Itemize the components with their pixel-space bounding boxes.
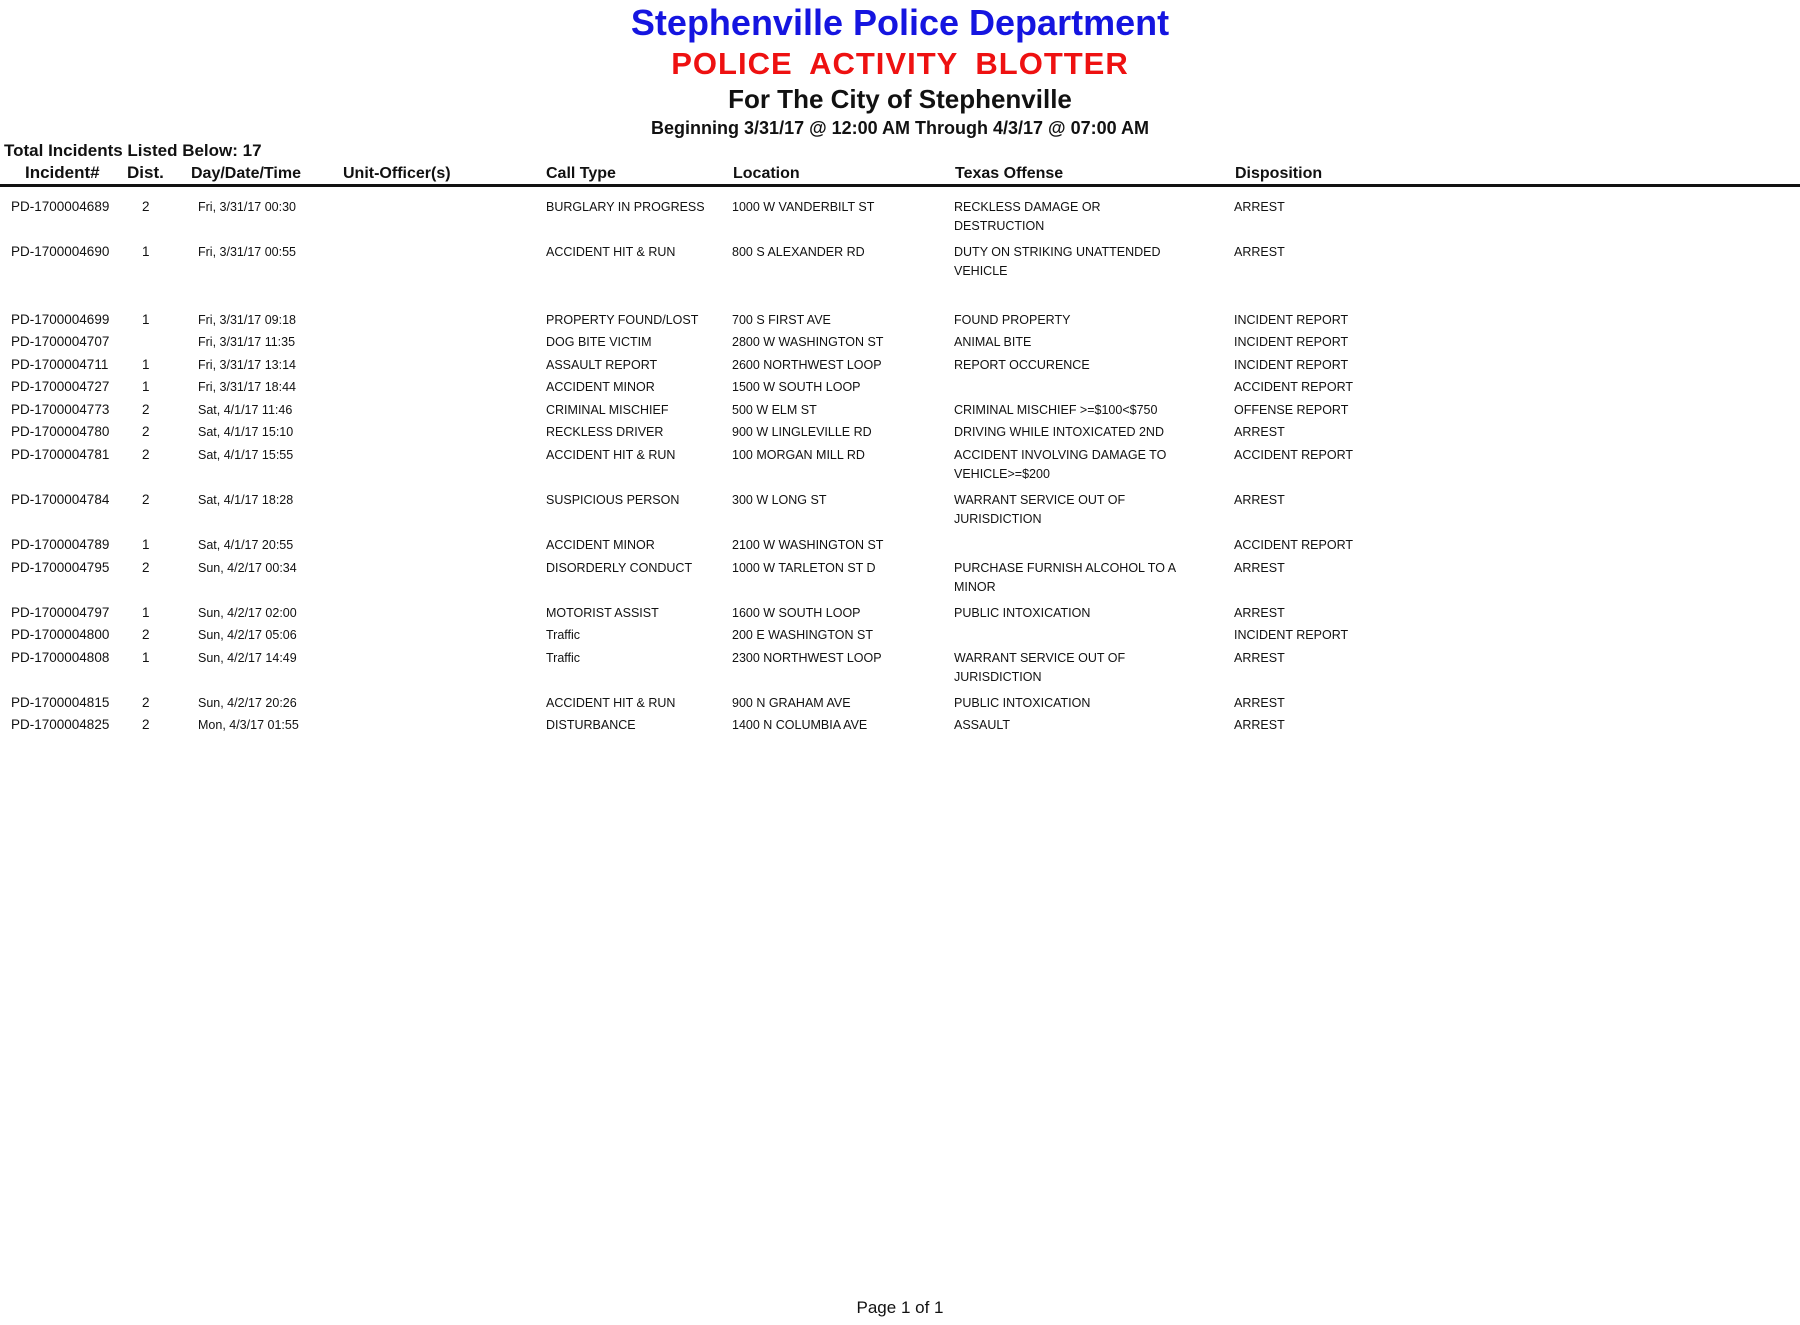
disposition: OFFENSE REPORT [1234,403,1349,417]
col-header-incident: Incident# [25,163,100,182]
disposition: ACCIDENT REPORT [1234,538,1354,552]
district: 1 [142,537,150,552]
district: 2 [142,424,150,439]
call-type: MOTORIST ASSIST [546,606,659,620]
texas-offense: FOUND PROPERTY [954,313,1071,327]
day-date-time: Sun, 4/2/17 05:06 [198,628,297,642]
district: 2 [142,717,150,732]
district: 2 [142,492,150,507]
page-number: Page 1 of 1 [856,1298,944,1317]
incident-number: PD-1700004773 [11,402,110,417]
district: 1 [142,379,150,394]
disposition: ARREST [1234,718,1285,732]
call-type: ACCIDENT HIT & RUN [546,448,676,462]
location: 700 S FIRST AVE [732,313,831,327]
district: 1 [142,605,150,620]
disposition: ARREST [1234,493,1285,507]
day-date-time: Sat, 4/1/17 15:10 [198,425,294,439]
day-date-time: Fri, 3/31/17 18:44 [198,380,296,394]
disposition: ACCIDENT REPORT [1234,448,1354,462]
disposition: ARREST [1234,651,1285,665]
disposition: ARREST [1234,200,1285,214]
location: 800 S ALEXANDER RD [732,245,865,259]
incident-number: PD-1700004781 [11,447,110,462]
district: 2 [142,199,150,214]
district: 1 [142,650,150,665]
incident-number: PD-1700004800 [11,627,110,642]
report-subtitle: POLICE ACTIVITY BLOTTER [671,46,1129,81]
district: 2 [142,695,150,710]
district: 1 [142,244,150,259]
texas-offense: REPORT OCCURENCE [954,358,1090,372]
location: 1000 W VANDERBILT ST [732,200,875,214]
call-type: ACCIDENT MINOR [546,380,655,394]
call-type: DOG BITE VICTIM [546,335,652,349]
day-date-time: Sun, 4/2/17 02:00 [198,606,297,620]
day-date-time: Fri, 3/31/17 09:18 [198,313,296,327]
day-date-time: Sun, 4/2/17 14:49 [198,651,297,665]
report-city: For The City of Stephenville [728,84,1072,114]
call-type: PROPERTY FOUND/LOST [546,313,699,327]
call-type: BURGLARY IN PROGRESS [546,200,705,214]
location: 1600 W SOUTH LOOP [732,606,861,620]
district: 2 [142,560,150,575]
call-type: DISTURBANCE [546,718,636,732]
day-date-time: Sat, 4/1/17 11:46 [198,403,293,417]
texas-offense: ACCIDENT INVOLVING DAMAGE TO VEHICLE>=$200 [954,448,1167,481]
disposition: ARREST [1234,561,1285,575]
district: 2 [142,627,150,642]
col-header-offense: Texas Offense [955,165,1064,182]
col-header-dist: Dist. [127,163,164,182]
disposition: ARREST [1234,425,1285,439]
call-type: Traffic [546,628,581,642]
col-header-datetime: Day/Date/Time [191,165,301,182]
call-type: Traffic [546,651,581,665]
disposition: INCIDENT REPORT [1234,313,1349,327]
call-type: DISORDERLY CONDUCT [546,561,693,575]
location: 2300 NORTHWEST LOOP [732,651,882,665]
district: 1 [142,312,150,327]
day-date-time: Mon, 4/3/17 01:55 [198,718,299,732]
col-header-location: Location [733,165,800,182]
location: 1500 W SOUTH LOOP [732,380,861,394]
incident-number: PD-1700004707 [11,334,110,349]
col-header-unit: Unit-Officer(s) [343,165,451,182]
total-incidents: Total Incidents Listed Below: 17 [4,141,262,160]
texas-offense: PURCHASE FURNISH ALCOHOL TO A MINOR [954,561,1176,594]
texas-offense: CRIMINAL MISCHIEF >=$100<$750 [954,403,1158,417]
texas-offense: ASSAULT [954,718,1011,732]
district: 2 [142,402,150,417]
incident-number: PD-1700004690 [11,244,110,259]
incident-number: PD-1700004825 [11,717,110,732]
day-date-time: Sat, 4/1/17 20:55 [198,538,294,552]
disposition: INCIDENT REPORT [1234,628,1349,642]
location: 900 W LINGLEVILLE RD [732,425,872,439]
disposition: ARREST [1234,245,1285,259]
call-type: RECKLESS DRIVER [546,425,664,439]
day-date-time: Sun, 4/2/17 20:26 [198,696,297,710]
call-type: ASSAULT REPORT [546,358,658,372]
texas-offense: PUBLIC INTOXICATION [954,606,1091,620]
call-type: ACCIDENT HIT & RUN [546,245,676,259]
day-date-time: Sat, 4/1/17 18:28 [198,493,294,507]
day-date-time: Fri, 3/31/17 00:55 [198,245,296,259]
disposition: ARREST [1234,606,1285,620]
day-date-time: Sun, 4/2/17 00:34 [198,561,297,575]
call-type: ACCIDENT MINOR [546,538,655,552]
day-date-time: Fri, 3/31/17 11:35 [198,335,296,349]
day-date-time: Sat, 4/1/17 15:55 [198,448,294,462]
day-date-time: Fri, 3/31/17 00:30 [198,200,296,214]
incident-number: PD-1700004808 [11,650,110,665]
incident-number: PD-1700004784 [11,492,110,507]
texas-offense: ANIMAL BITE [954,335,1032,349]
location: 1000 W TARLETON ST D [732,561,876,575]
incident-number: PD-1700004815 [11,695,110,710]
texas-offense: PUBLIC INTOXICATION [954,696,1091,710]
texas-offense: RECKLESS DAMAGE OR DESTRUCTION [954,200,1101,233]
incident-number: PD-1700004699 [11,312,110,327]
location: 900 N GRAHAM AVE [732,696,851,710]
incident-number: PD-1700004780 [11,424,110,439]
location: 2800 W WASHINGTON ST [732,335,884,349]
disposition: ARREST [1234,696,1285,710]
report-date-range: Beginning 3/31/17 @ 12:00 AM Through 4/3/17 @ 07:00 AM [651,118,1149,138]
disposition: ACCIDENT REPORT [1234,380,1354,394]
disposition: INCIDENT REPORT [1234,335,1349,349]
district: 2 [142,447,150,462]
texas-offense: WARRANT SERVICE OUT OF JURISDICTION [954,651,1126,684]
texas-offense: WARRANT SERVICE OUT OF JURISDICTION [954,493,1126,526]
location: 200 E WASHINGTON ST [732,628,874,642]
call-type: CRIMINAL MISCHIEF [546,403,669,417]
report-title: Stephenville Police Department [630,2,1170,43]
incident-number: PD-1700004727 [11,379,110,394]
texas-offense: DUTY ON STRIKING UNATTENDED VEHICLE [954,245,1161,278]
incident-number: PD-1700004789 [11,537,110,552]
incident-number: PD-1700004797 [11,605,110,620]
incident-number: PD-1700004689 [11,199,110,214]
disposition: INCIDENT REPORT [1234,358,1349,372]
incident-number: PD-1700004711 [11,357,109,372]
call-type: SUSPICIOUS PERSON [546,493,680,507]
district: 1 [142,357,150,372]
location: 500 W ELM ST [732,403,817,417]
location: 100 MORGAN MILL RD [732,448,865,462]
call-type: ACCIDENT HIT & RUN [546,696,676,710]
col-header-disposition: Disposition [1235,165,1323,182]
texas-offense: DRIVING WHILE INTOXICATED 2ND [954,425,1164,439]
location: 1400 N COLUMBIA AVE [732,718,868,732]
location: 300 W LONG ST [732,493,827,507]
col-header-call-type: Call Type [546,165,616,182]
location: 2600 NORTHWEST LOOP [732,358,882,372]
location: 2100 W WASHINGTON ST [732,538,884,552]
day-date-time: Fri, 3/31/17 13:14 [198,358,296,372]
incident-number: PD-1700004795 [11,560,110,575]
